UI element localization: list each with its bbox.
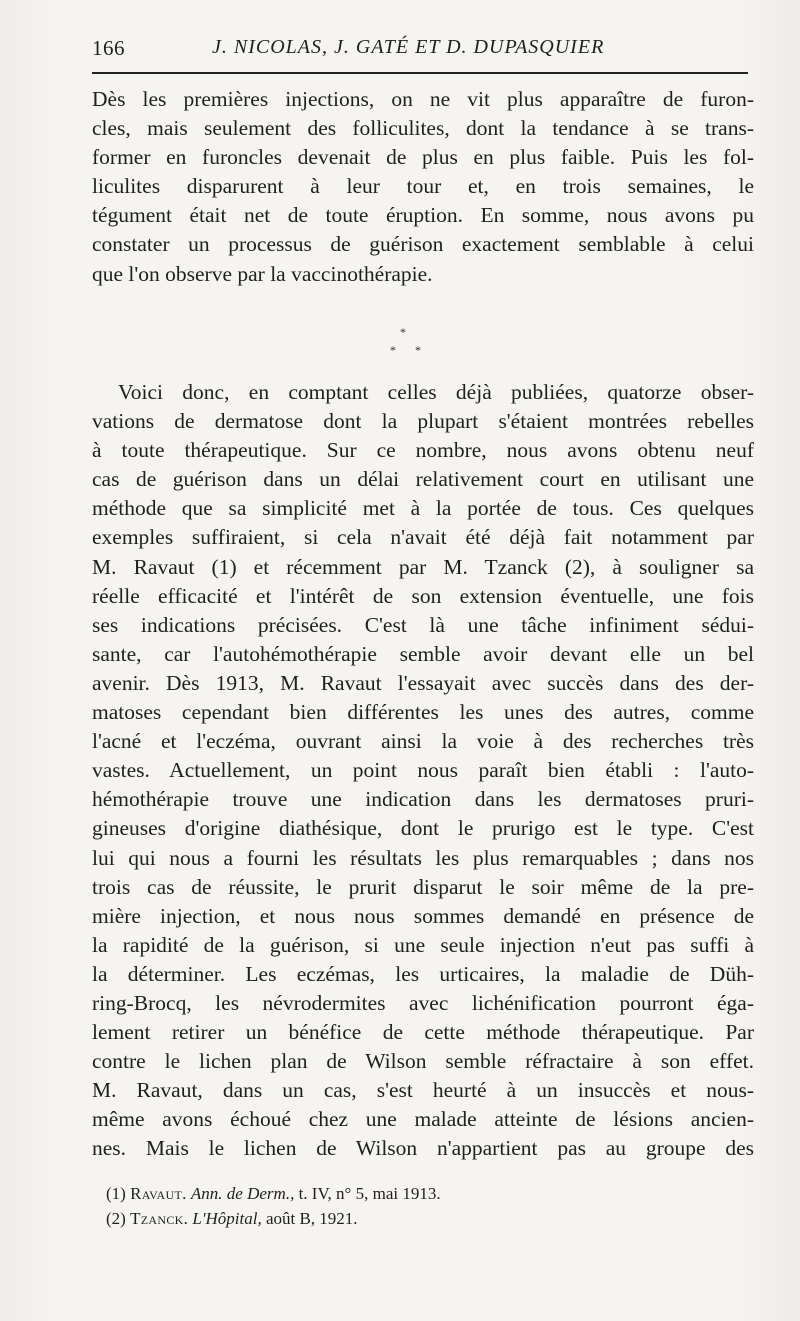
text-line: constater un processus de guérison exactement semblable à celui [92, 232, 754, 257]
text-line: cles, mais seulement des folliculites, dont la tendance à se trans- [92, 116, 754, 141]
running-head: J. NICOLAS, J. GATÉ ET D. DUPASQUIER [212, 36, 605, 58]
section-separator [380, 325, 430, 365]
text-line: avenir. Dès 1913, M. Ravaut l'essayait avec succès dans des der- [92, 670, 754, 695]
text-line: liculites disparurent à leur tour et, en trois semaines, le [92, 174, 754, 199]
text-line: trois cas de réussite, le prurit disparut le soir même de la pre- [92, 874, 754, 899]
text-line: former en furoncles devenait de plus en plus faible. Puis les fol- [92, 145, 754, 170]
footnote-source: Ann. de Derm., [190, 1184, 295, 1203]
text-line: mière injection, et nous nous sommes demandé en présence de [92, 903, 754, 928]
footnote-1 [106, 1181, 666, 1206]
separator-star-bottom: * * [390, 343, 429, 357]
text-line: vations de dermatose dont la plupart s'étaient montrées rebelles [92, 409, 754, 434]
text-line: la déterminer. Les eczémas, les urticaires, la maladie de Düh- [92, 961, 754, 986]
text-line: même avons échoué chez une malade atteinte de lésions ancien- [92, 1107, 754, 1132]
text-line: cas de guérison dans un délai relativement court en utilisant une [92, 467, 754, 492]
page-header [92, 30, 748, 70]
text-line: Dès les premières injections, on ne vit plus apparaître de furon- [92, 87, 754, 111]
text-line: contre le lichen plan de Wilson semble réfractaire à son effet. [92, 1049, 754, 1074]
footnote-details: t. IV, n° 5, mai 1913. [298, 1184, 441, 1203]
text-line: lui qui nous a fourni les résultats les plus remarquables ; dans nos [92, 845, 754, 870]
footnote-number: (1) [106, 1184, 126, 1203]
text-line: hémothérapie trouve une indication dans les dermatoses pruri- [92, 787, 754, 812]
text-line: tégument était net de toute éruption. En somme, nous avons pu [92, 203, 754, 228]
text-line: matoses cependant bien différentes les unes des autres, comme [92, 700, 754, 725]
paragraph-1 [92, 85, 754, 289]
footnote-2 [106, 1206, 666, 1231]
footnote-author: Ravaut. [130, 1184, 187, 1203]
text-line: M. Ravaut (1) et récemment par M. Tzanck (2), à souligner sa [92, 554, 754, 579]
separator-star-top: * [400, 325, 406, 339]
footnote-number: (2) [106, 1209, 126, 1228]
text-line: ring-Brocq, les névrodermites avec lichénification pourront éga- [92, 990, 754, 1015]
footnotes [106, 1181, 666, 1231]
text-line: Voici donc, en comptant celles déjà publiées, quatorze obser- [118, 380, 754, 404]
text-line: à toute thérapeutique. Sur ce nombre, nous avons obtenu neuf [92, 438, 754, 463]
text-line: réelle efficacité et l'intérêt de son extension éventuelle, une fois [92, 583, 754, 608]
text-line: la rapidité de la guérison, si une seule injection n'eut pas suffi à [92, 932, 754, 957]
text-line: gineuses d'origine diathésique, dont le prurigo est le type. C'est [92, 816, 754, 841]
text-line: lement retirer un bénéfice de cette méthode thérapeutique. Par [92, 1020, 754, 1045]
text-line: nes. Mais le lichen de Wilson n'appartient pas au groupe des [92, 1136, 754, 1161]
paragraph-2 [92, 378, 754, 1164]
text-line: vastes. Actuellement, un point nous paraît bien établi : l'auto- [92, 758, 754, 783]
text-line: M. Ravaut, dans un cas, s'est heurté à un insuccès et nous- [92, 1078, 754, 1103]
footnote-source: L'Hôpital, [192, 1209, 262, 1228]
text-line: ses indications précisées. C'est là une tâche infiniment sédui- [92, 612, 754, 637]
header-rule [92, 72, 748, 74]
text-line: que l'on observe par la vaccinothérapie. [92, 261, 433, 286]
text-line: l'acné et l'eczéma, ouvrant ainsi la voie à des recherches très [92, 729, 754, 754]
text-line: exemples suffiraient, si cela n'avait été déjà fait notamment par [92, 525, 754, 550]
page-number: 166 [92, 36, 125, 60]
text-line: méthode que sa simplicité met à la portée de tous. Ces quelques [92, 496, 754, 521]
footnote-details: août B, 1921. [265, 1209, 358, 1228]
text-line: sante, car l'autohémothérapie semble avoir devant elle un bel [92, 641, 754, 666]
footnote-author: Tzanck. [130, 1209, 189, 1228]
